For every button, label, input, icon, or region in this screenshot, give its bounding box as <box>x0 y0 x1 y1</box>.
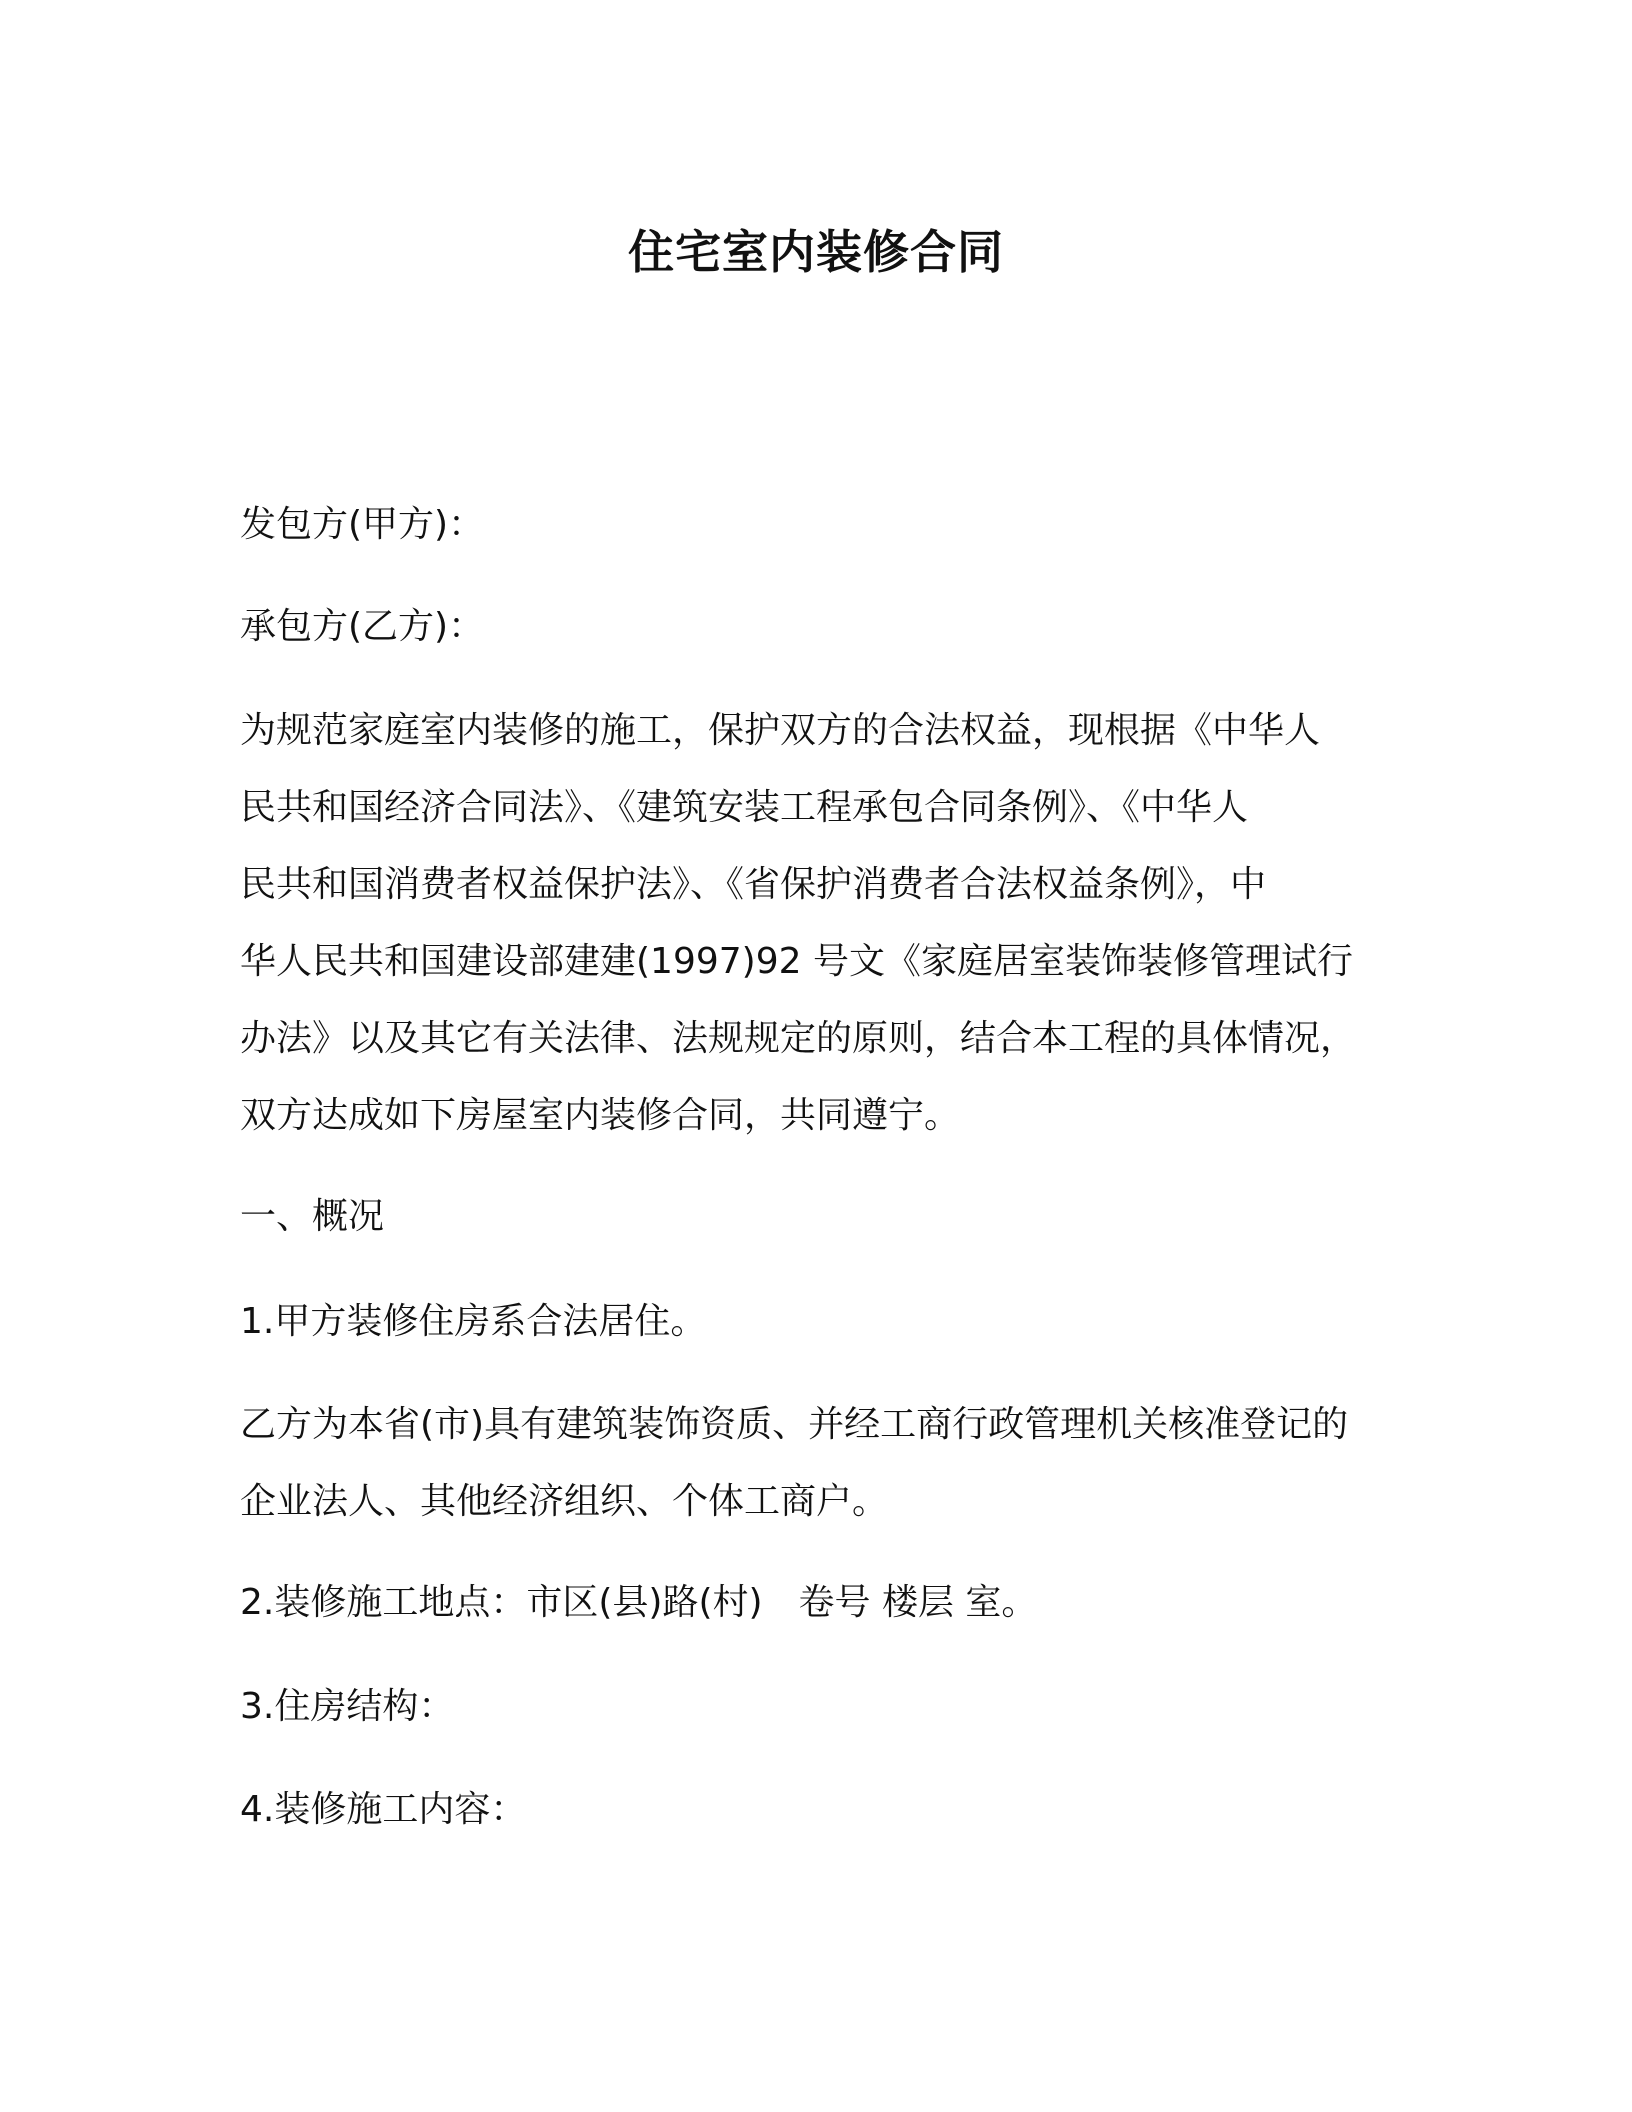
preamble-line: 华人民共和国建设部建建(1997)92 号文《家庭居室装饰装修管理试行 <box>240 941 1353 982</box>
preamble-line: 双方达成如下房屋室内装修合同，共同遵宁。 <box>240 1095 961 1136</box>
item-1-extra-line: 乙方为本省(市)具有建筑装饰资质、并经工商行政管理机关核准登记的 <box>240 1404 1349 1445</box>
section-heading-overview: 一、概况 <box>240 1196 385 1237</box>
party-a-label: 发包方(甲方)： <box>240 504 485 545</box>
item-4-content: 4.装修施工内容： <box>240 1789 527 1830</box>
preamble-line: 为规范家庭室内装修的施工，保护双方的合法权益，现根据《中华人 <box>240 710 1321 751</box>
preamble-line: 办法》以及其它有关法律、法规规定的原则，结合本工程的具体情况， <box>240 1018 1357 1059</box>
preamble-line: 民共和国经济合同法》、《建筑安装工程承包合同条例》、《中华人 <box>240 787 1249 828</box>
preamble-line: 民共和国消费者权益保护法》、《省保护消费者合法权益条例》，中 <box>240 864 1267 905</box>
item-1-contractor-paragraph <box>240 1386 1400 1540</box>
preamble-paragraph <box>240 692 1400 1154</box>
item-1: 1.甲方装修住房系合法居住。 <box>240 1301 707 1342</box>
item-2-location: 2.装修施工地点：市区(县)路(村) 卷号 楼层 室。 <box>240 1582 1038 1623</box>
item-1-extra-line: 企业法人、其他经济组织、个体工商户。 <box>240 1481 889 1522</box>
item-3-structure: 3.住房结构： <box>240 1686 455 1727</box>
party-b-label: 承包方(乙方)： <box>240 606 485 647</box>
document-title: 住宅室内装修合同 <box>628 225 1004 279</box>
